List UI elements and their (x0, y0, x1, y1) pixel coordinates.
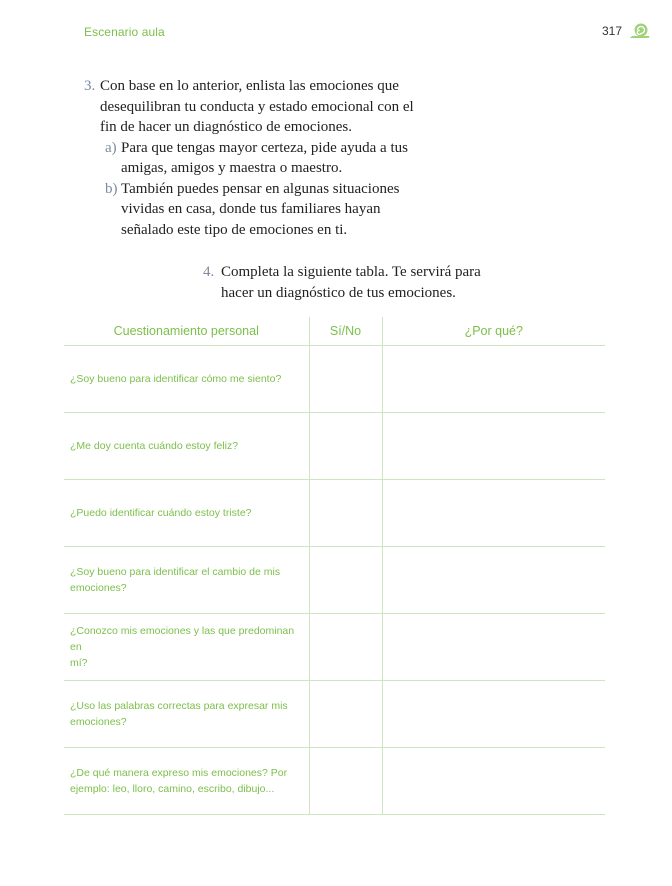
page-number: 317 (601, 24, 622, 38)
question-line: ¿De qué manera expreso mis emociones? Por (70, 767, 288, 779)
subitem-line: señalado este tipo de emociones en ti. (121, 221, 348, 238)
subitem-line: amigas, amigos y maestra o maestro. (121, 160, 343, 176)
yes-no-cell[interactable] (309, 413, 382, 480)
yes-no-cell[interactable] (309, 480, 382, 547)
yes-no-cell[interactable] (309, 681, 382, 748)
question-cell (64, 413, 309, 480)
yes-no-cell[interactable] (309, 614, 382, 681)
question-cell (64, 547, 309, 614)
item-number: 3. (84, 78, 96, 94)
yes-no-cell[interactable] (309, 748, 382, 815)
why-cell[interactable] (382, 413, 605, 480)
item-number: 4. (203, 264, 215, 280)
table-row (64, 346, 605, 413)
section-title: Escenario aula (84, 25, 165, 39)
question-cell (64, 346, 309, 413)
why-cell[interactable] (382, 614, 605, 681)
instruction-line: hacer un diagnóstico de tus emociones. (221, 284, 456, 301)
table-header-row (64, 317, 605, 346)
question-cell (64, 614, 309, 681)
instruction-line: fin de hacer un diagnóstico de emociones. (100, 119, 352, 135)
question-line: emociones? (70, 582, 127, 594)
subitem-line: vividas en casa, donde tus familiares hayan (121, 201, 381, 217)
subitem-line: Para que tengas mayor certeza, pide ayuda a tus (121, 139, 408, 156)
instruction-line: desequilibran tu conducta y estado emocional con el (100, 98, 414, 115)
instruction-line: Completa la siguiente tabla. Te servirá para (221, 264, 481, 280)
question-line: ¿Conozco mis emociones y las que predominan en (70, 625, 295, 653)
yes-no-cell[interactable] (309, 547, 382, 614)
subitem-line: También puedes pensar en algunas situaciones (121, 180, 400, 197)
why-cell[interactable] (382, 681, 605, 748)
table-row (64, 614, 605, 681)
diagnostic-table (64, 317, 605, 815)
question-line: emociones? (70, 716, 127, 728)
page-header-right (602, 22, 652, 40)
table-row (64, 413, 605, 480)
question-cell (64, 681, 309, 748)
question-line: ¿Me doy cuenta cuándo estoy feliz? (70, 440, 239, 452)
why-cell[interactable] (382, 547, 605, 614)
why-cell[interactable] (382, 346, 605, 413)
table-row (64, 480, 605, 547)
question-line: ¿Puedo identificar cuándo estoy triste? (70, 507, 252, 519)
instruction-4 (203, 262, 503, 303)
column-header-yes-no: Sí/No (309, 317, 382, 346)
column-header-why: ¿Por qué? (382, 317, 605, 346)
question-line: ¿Uso las palabras correctas para expresar mis (70, 700, 288, 712)
subitem-b (84, 179, 444, 241)
table-row (64, 748, 605, 815)
subitem-a (84, 138, 444, 179)
table-row (64, 681, 605, 748)
question-line: ¿Soy bueno para identificar el cambio de mis (70, 566, 281, 578)
question-line: ejemplo: leo, lloro, camino, escribo, dibujo... (70, 783, 275, 795)
yes-no-cell[interactable] (309, 346, 382, 413)
question-cell (64, 480, 309, 547)
subitem-letter: a) (105, 139, 117, 156)
subitem-letter: b) (105, 180, 118, 197)
instruction-line: Con base en lo anterior, enlista las emociones que (100, 78, 399, 94)
why-cell[interactable] (382, 748, 605, 815)
table-row (64, 547, 605, 614)
column-header-question: Cuestionamiento personal (64, 317, 309, 346)
why-cell[interactable] (382, 480, 605, 547)
question-line: mí? (70, 657, 88, 669)
instruction-3 (84, 76, 444, 240)
question-cell (64, 748, 309, 815)
question-line: ¿Soy bueno para identificar cómo me siento? (70, 373, 282, 385)
snail-icon (628, 22, 652, 40)
